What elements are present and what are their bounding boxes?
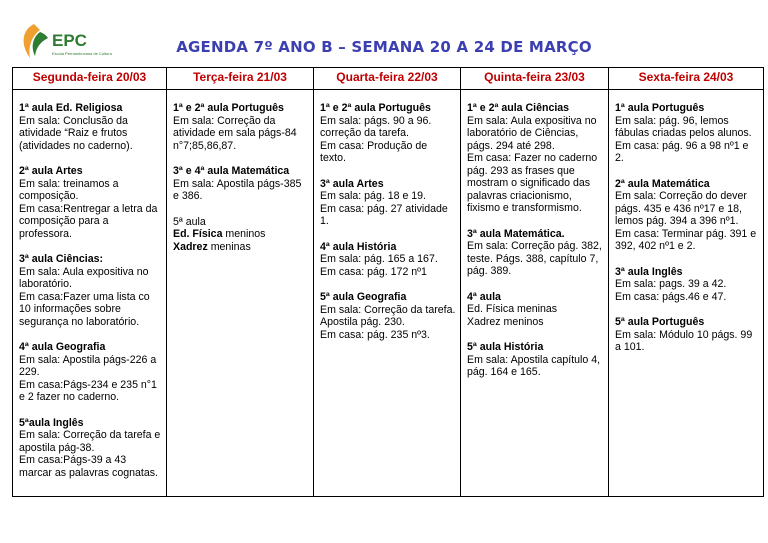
group-name: meninos [222, 228, 266, 240]
class-heading: 5ª aula [173, 215, 206, 228]
class-line [173, 241, 309, 254]
class-heading: 5ª aula História [467, 341, 544, 353]
class-line: Em sala: Correção da atividade em sala págs-84 n°7;85,86,87. [173, 114, 297, 152]
class-heading: 1ª e 2ª aula Português [320, 102, 431, 114]
class-block [320, 241, 456, 279]
class-line: Em sala: Correção do dever págs. 435 e 436 nº17 e 18, lemos pág. 394 a 396 nº1. [615, 190, 747, 227]
class-line: Em sala: Aula expositiva no laboratório de Ciências, págs. 294 até 298. [467, 114, 597, 152]
class-heading: 5ªaula Inglês [19, 416, 84, 429]
class-line: Em casa:Rentregar a letra da composição para a professora. [19, 202, 158, 240]
subject-name: Ed. Física [173, 228, 223, 240]
class-block [19, 341, 162, 404]
class-heading: 5ª aula Geografia [320, 291, 407, 303]
class-line: Em casa: pág. 96 a 98 nº1 e 2. [615, 139, 749, 164]
class-line: Em sala: Correção da tarefa e apostila pág-38. [19, 429, 161, 454]
class-heading: 2ª aula Artes [19, 165, 83, 177]
weekly-agenda-table [12, 67, 764, 497]
class-line: Em sala: pág. 165 a 167. [320, 253, 438, 265]
day-header-friday: Sexta-feira 24/03 [609, 68, 764, 90]
group-name: meninas [207, 240, 251, 253]
class-line: Xadrez meninos [467, 315, 544, 328]
class-line: Em casa:Págs-39 a 43 marcar as palavras cognatas. [19, 454, 158, 479]
class-block [173, 102, 309, 152]
class-block [467, 291, 604, 329]
class-block [173, 216, 309, 254]
class-line: Ed. Física meninas [467, 303, 558, 315]
class-line: Em sala: Correção da tarefa. Apostila pág. 230. [320, 303, 456, 328]
class-line: Em sala: Conclusão da atividade “Raiz e frutos (atividades no caderno). [19, 114, 133, 152]
class-block [615, 102, 759, 165]
class-heading: 3ª e 4ª aula Matemática [173, 165, 290, 177]
class-line: Em casa:Págs-234 e 235 n°1 e 2 fazer no caderno. [19, 378, 157, 403]
class-block [19, 253, 162, 328]
class-heading: 4ª aula [467, 290, 501, 303]
day-cell-friday [609, 90, 764, 497]
class-line: Em casa: pág. 27 atividade 1. [320, 202, 448, 227]
class-block [173, 165, 309, 203]
class-block [467, 228, 604, 278]
class-block [615, 316, 759, 354]
class-heading: 5ª aula Português [615, 316, 705, 328]
class-line: Em sala: Apostila págs-226 a 229. [19, 353, 157, 378]
day-header-tuesday: Terça-feira 21/03 [167, 68, 314, 90]
class-block [467, 341, 604, 379]
day-cell-wednesday [314, 90, 461, 497]
class-line: Em casa: pág. 235 nº3. [320, 328, 430, 341]
class-block [615, 178, 759, 253]
class-line: Em casa: págs.46 e 47. [615, 290, 727, 303]
class-line: Em sala: Módulo 10 págs. 99 a 101. [615, 328, 753, 353]
class-block [320, 102, 456, 165]
class-line: Em sala: treinamos a composição. [19, 177, 119, 202]
logo-tagline: Escola Pernambucana de Cultura [52, 51, 112, 56]
day-header-monday: Segunda-feira 20/03 [13, 68, 167, 90]
class-heading: 3ª aula Matemática. [467, 227, 565, 240]
page-title: AGENDA 7º ANO B – SEMANA 20 A 24 DE MARÇO [176, 38, 592, 56]
class-heading: 3ª aula Ciências: [19, 253, 103, 265]
day-cell-thursday [461, 90, 609, 497]
class-block [19, 165, 162, 240]
content-row [13, 90, 764, 497]
class-line: Em casa: Produção de texto. [320, 139, 428, 164]
class-heading: 2ª aula Matemática [615, 177, 710, 190]
class-block [615, 266, 759, 304]
day-cell-monday [13, 90, 167, 497]
class-heading: 1ª e 2ª aula Ciências [467, 102, 570, 114]
class-heading: 4ª aula História [320, 240, 397, 253]
class-block [320, 178, 456, 228]
class-heading: 1ª e 2ª aula Português [173, 102, 284, 114]
class-line: Em casa:Fazer uma lista co 10 informações sobre segurança no laboratório. [19, 290, 150, 328]
class-block [320, 291, 456, 341]
class-line: Em sala: Apostila capítulo 4, pág. 164 e 165. [467, 353, 601, 378]
class-line: Em sala: pág. 18 e 19. [320, 190, 427, 202]
class-line: Em sala: Correção pág. 382, teste. Págs. 388, capítulo 7, pág. 389. [467, 240, 602, 277]
header-row [13, 68, 764, 90]
class-line: Em casa: Terminar pág. 391 e 392, 402 nº1 e 2. [615, 227, 757, 252]
class-heading: 3ª aula Inglês [615, 265, 683, 278]
class-block [19, 102, 162, 152]
class-line: Em sala: Aula expositiva no laboratório. [19, 265, 149, 290]
class-line [173, 228, 309, 241]
class-block [19, 417, 162, 480]
class-heading: 3ª aula Artes [320, 177, 384, 190]
class-line: Em casa: pág. 172 nº1 [320, 265, 427, 278]
class-line: Em sala: págs. 90 a 96. correção da tarefa. [320, 114, 432, 139]
subject-name: Xadrez [173, 240, 208, 253]
class-block [467, 102, 604, 215]
class-heading: 1ª aula Ed. Religiosa [19, 102, 123, 114]
class-line: Em sala: pág. 96, lemos fábulas criadas pelos alunos. [615, 114, 752, 139]
class-heading: 4ª aula Geografia [19, 341, 106, 353]
class-line: Em sala: pags. 39 a 42. [615, 278, 727, 290]
day-header-wednesday: Quarta-feira 22/03 [314, 68, 461, 90]
day-cell-tuesday [167, 90, 314, 497]
logo-text: EPC [52, 31, 87, 50]
class-line: Em sala: Apostila págs-385 e 386. [173, 177, 302, 202]
class-heading: 1ª aula Português [615, 102, 705, 114]
day-header-thursday: Quinta-feira 23/03 [461, 68, 609, 90]
class-line: Em casa: Fazer no caderno pág. 293 as frases que mostram o significado das palavras criacionismo, fixismo e transformismo. [467, 152, 598, 214]
